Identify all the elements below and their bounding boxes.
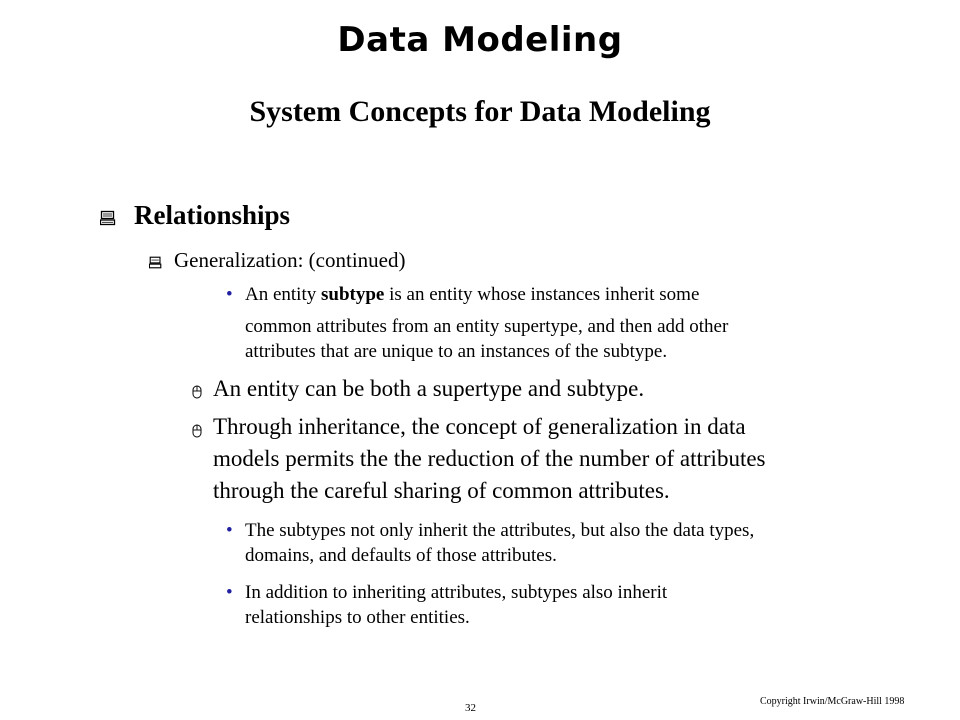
point-both-line-1: An entity can be both a supertype and subtype.: [213, 376, 645, 401]
subtype-line-2: common attributes from an entity supertype, and then add other: [245, 316, 729, 337]
inherit-relationships-line-2: relationships to other entities.: [245, 607, 470, 628]
point-inheritance-line-3: through the careful sharing of common attributes.: [213, 478, 670, 503]
subtype-prefix: An entity: [245, 284, 321, 305]
point-inheritance-line-2: models permits the the reduction of the number of attributes: [213, 446, 766, 471]
bullet-subtype: •: [226, 284, 233, 305]
subtype-line-3: attributes that are unique to an instances of the subtype.: [245, 341, 668, 362]
computer-icon: [100, 210, 116, 226]
point-inheritance-line-1: Through inheritance, the concept of generalization in data: [213, 414, 746, 439]
mouse-icon: [192, 385, 202, 399]
subtype-rest: is an entity whose instances inherit some: [384, 284, 700, 305]
page-number: 32: [465, 702, 476, 714]
inherit-relationships-line-1: In addition to inheriting attributes, subtypes also inherit: [245, 582, 668, 603]
subtype-term: subtype: [321, 284, 385, 305]
subtype-line-1: [245, 284, 699, 306]
copyright-notice: Copyright Irwin/McGraw-Hill 1998: [760, 696, 905, 707]
mouse-icon: [192, 424, 202, 438]
bullet-inherit-relationships: •: [226, 582, 233, 603]
outline-level2-label: Generalization: (continued): [174, 248, 406, 272]
slide-title: Data Modeling: [337, 20, 623, 60]
slide-subtitle: System Concepts for Data Modeling: [249, 95, 711, 128]
bullet-subtypes-inherit: •: [226, 520, 233, 541]
subtypes-inherit-line-1: The subtypes not only inherit the attributes, but also the data types,: [245, 520, 755, 541]
outline-level1-label: Relationships: [134, 200, 291, 230]
computer-small-icon: [149, 256, 162, 269]
subtypes-inherit-line-2: domains, and defaults of those attributes.: [245, 545, 557, 566]
